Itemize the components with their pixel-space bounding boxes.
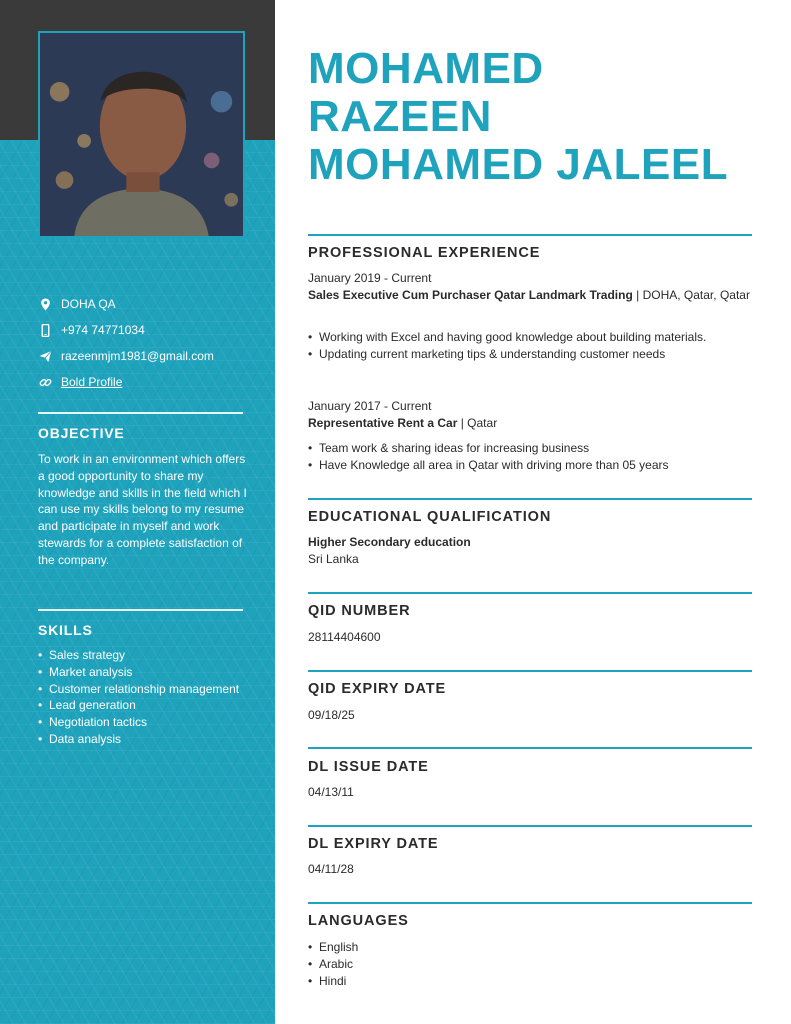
name-line: MOHAMED JALEEL [308,140,729,189]
job-bullet: • Have Knowledge all area in Qatar with driving more than 05 years [308,457,752,474]
profile-link[interactable]: Bold Profile [61,375,123,389]
section-divider [308,592,752,594]
objective-heading: OBJECTIVE [38,425,125,441]
paper-plane-icon [38,349,52,363]
section-divider [308,498,752,500]
qid-expiry-value: 09/18/25 [308,708,355,722]
contact-location [38,291,248,317]
dl-expiry-heading: DL EXPIRY DATE [308,836,439,852]
email-text: razeenmjm1981@gmail.com [61,349,214,363]
degree-text: Higher Secondary education [308,535,471,549]
sidebar-divider [38,609,243,611]
section-divider [308,747,752,749]
experience-heading: PROFESSIONAL EXPERIENCE [308,245,541,261]
skill-item: • Customer relationship management [38,681,248,698]
contact-phone [38,317,248,343]
language-item: • English [308,939,752,956]
name-line: MOHAMED [308,44,544,93]
link-icon [38,375,52,389]
skill-item: • Negotiation tactics [38,714,248,731]
job-bullet: • Updating current marketing tips & understanding customer needs [308,346,752,363]
sidebar-divider [38,412,243,414]
languages-list [308,939,752,990]
job-bullets [308,440,752,474]
candidate-name [308,45,753,189]
skills-heading: SKILLS [38,622,93,638]
job-bullet: • Working with Excel and having good knowledge about building materials. [308,329,752,346]
contact-profile [38,369,248,395]
section-divider [308,902,752,904]
qid-number-heading: QID NUMBER [308,603,411,619]
job-title-line [308,415,752,432]
section-divider [308,670,752,672]
contact-email [38,343,248,369]
dl-issue-value: 04/13/11 [308,785,354,799]
job-dates: January 2019 - Current [308,271,432,285]
section-divider [308,825,752,827]
job-location: | DOHA, Qatar, Qatar [632,288,750,302]
job-bullet: • Team work & sharing ideas for increasing business [308,440,752,457]
skill-item: • Data analysis [38,731,248,748]
dl-issue-heading: DL ISSUE DATE [308,759,429,775]
job-title: Sales Executive Cum Purchaser Qatar Landmark Trading [308,288,633,302]
job-dates: January 2017 - Current [308,399,432,413]
qid-number-value: 28114404600 [308,630,381,644]
main-content [308,0,753,1024]
language-item: • Arabic [308,956,752,973]
job-title-line [308,287,752,304]
job-title: Representative Rent a Car [308,416,458,430]
profile-photo [38,31,245,238]
skill-item: • Lead generation [38,697,248,714]
sidebar [0,0,275,1024]
language-item: • Hindi [308,973,752,990]
location-pin-icon [38,297,52,311]
skill-item: • Market analysis [38,664,248,681]
languages-heading: LANGUAGES [308,913,409,929]
education-place: Sri Lanka [308,552,359,566]
skills-list [38,647,248,748]
mobile-phone-icon [38,323,52,337]
qid-expiry-heading: QID EXPIRY DATE [308,681,447,697]
dl-expiry-value: 04/11/28 [308,862,354,876]
name-line: RAZEEN [308,92,492,141]
skill-item: • Sales strategy [38,647,248,664]
objective-text: To work in an environment which offers a good opportunity to share my knowledge and skills in the field which I can use my skills belong to my resume and participate in myself and work stewards for a complete satisfaction of the company. [38,452,247,567]
education-heading: EDUCATIONAL QUALIFICATION [308,509,552,525]
section-divider [308,234,752,236]
contact-info [38,291,248,395]
phone-text: +974 74771034 [61,323,145,337]
job-bullets [308,329,752,363]
location-text: DOHA QA [61,297,116,311]
education-degree [308,534,752,551]
job-location: | Qatar [457,416,498,430]
